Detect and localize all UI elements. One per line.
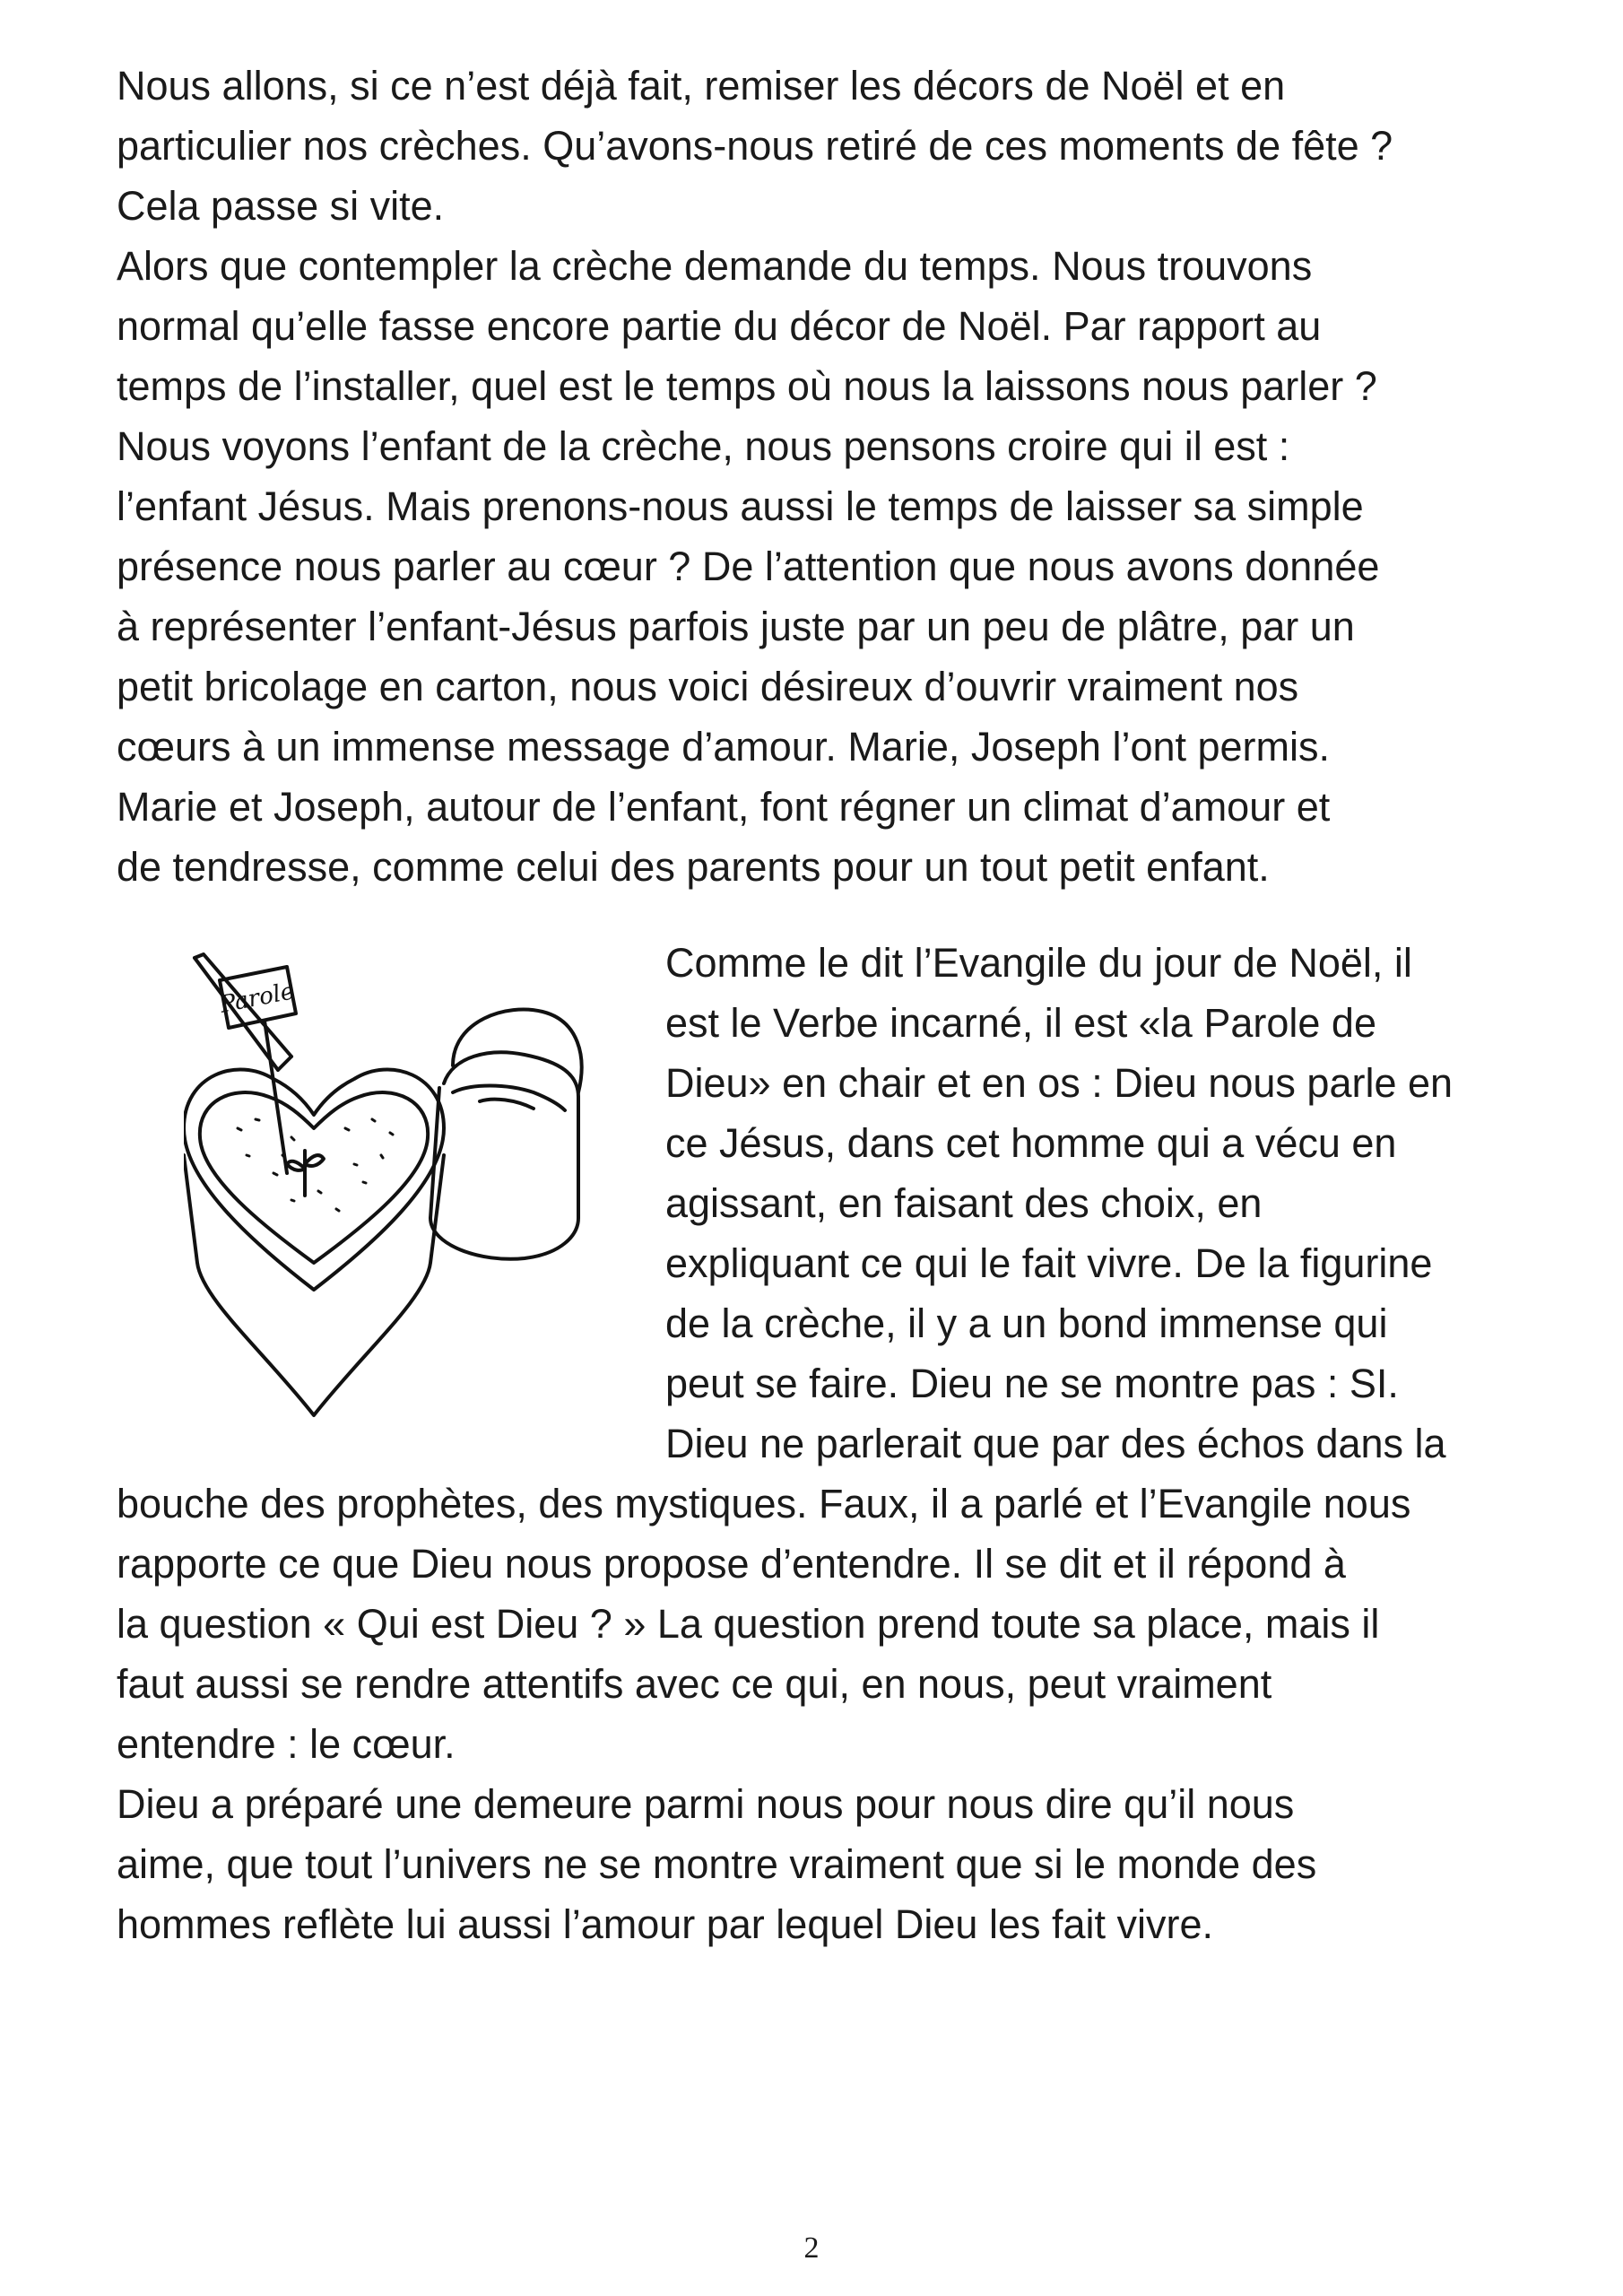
- paragraph-continued-1: bouche des prophètes, des mystiques. Faux, il a parlé et l’Evangile nous rapporte ce que Dieu nous propose d’entendre. Il se dit et il répond à la question « Qui est Dieu ? » La question prend toute sa place, mais il faut aussi se rendre attentifs avec ce qui, en nous, peut vraiment entendre : le cœur.: [117, 1481, 1411, 1767]
- sign-text: Parole: [217, 978, 297, 1019]
- continued-text: [117, 1474, 1505, 1954]
- page-number: 2: [803, 2231, 820, 2265]
- paragraph-side: Comme le dit l’Evangile du jour de Noël, il est le Verbe incarné, il est «la Parole de Dieu» en chair et en os : Dieu nous parle en ce Jésus, dans cet homme qui a vécu en agissant, en faisant des choix, en expliquant ce qui le fait vivre. De la figurine de la crèche, il y a un bond immense qui peut se faire. Dieu ne se montre pas : SI. Dieu ne parlerait que par des échos dans la: [665, 940, 1454, 1466]
- paragraph-continued-2: Dieu a préparé une demeure parmi nous pour nous dire qu’il nous aime, que tout l’univers ne se montre vraiment que si le monde des hommes reflète lui aussi l’amour par lequel Dieu les fait vivre.: [117, 1781, 1317, 1947]
- paragraph-intro-2: Alors que contempler la crèche demande du temps. Nous trouvons normal qu’elle fasse encore partie du décor de Noël. Par rapport au temps de l’installer, quel est le temps où nous la laissons nous parler ? Nous voyons l’enfant de la crèche, nous pensons croire qui il est : l’enfant Jésus. Mais prenons-nous aussi le temps de laisser sa simple présence nous parler au cœur ? De l’attention que nous avons donnée à représenter l’enfant-Jésus parfois juste par un peu de plâtre, par un petit bricolage en carton, nous voici désireux d’ouvrir vraiment nos cœurs à un immense message d’amour. Marie, Joseph l’ont permis. Marie et Joseph, autour de l’enfant, font régner un climat d’amour et de tendresse, comme celui des parents pour un tout petit enfant.: [117, 243, 1380, 890]
- heart-pot-watering-can-illustration: [184, 949, 650, 1433]
- intro-text: [117, 56, 1505, 897]
- paragraph-intro-1: Nous allons, si ce n’est déjà fait, remiser les décors de Noël et en particulier nos crèches. Qu’avons-nous retiré de ces moments de fête ? Cela passe si vite.: [117, 63, 1393, 229]
- side-text: [665, 933, 1505, 1474]
